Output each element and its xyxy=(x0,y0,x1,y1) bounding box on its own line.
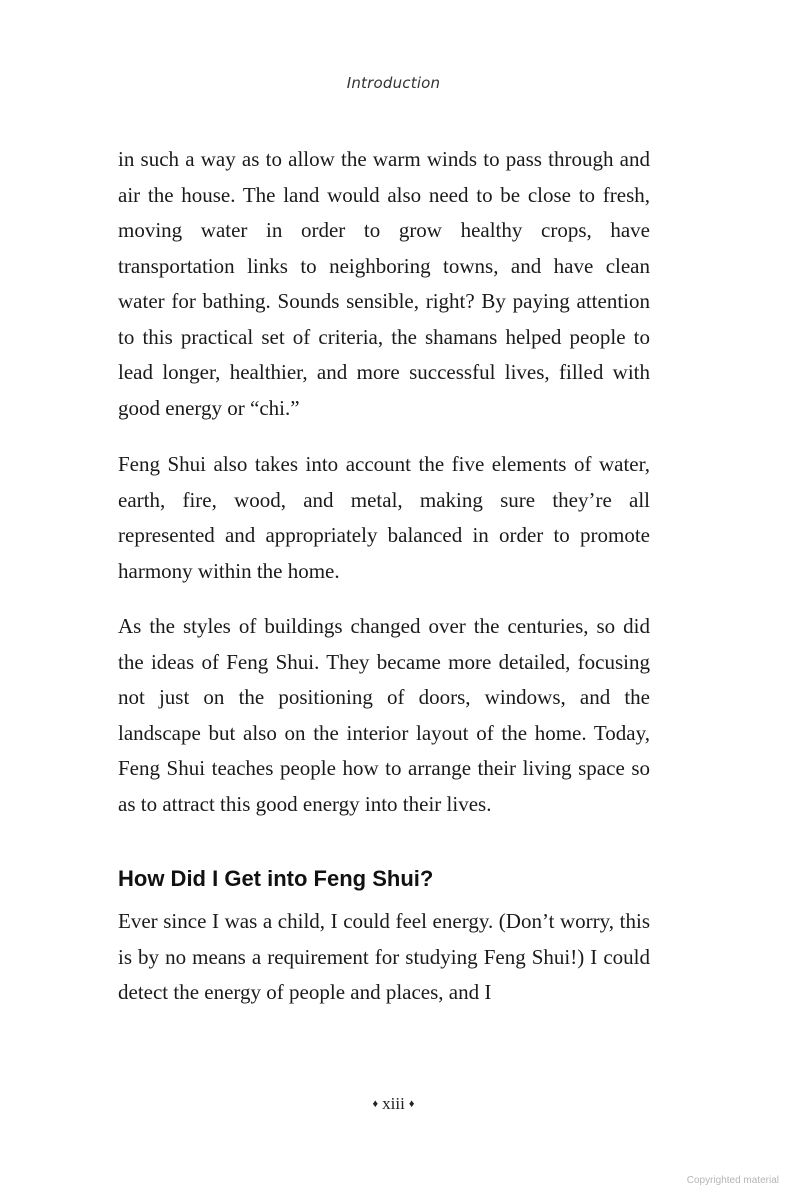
page-number: xiii xyxy=(382,1094,405,1113)
body-paragraph: Ever since I was a child, I could feel energy. (Don’t worry, this is by no means a requirement for studying Feng Shui!) I could detect the energy of people and places, and I xyxy=(118,909,650,1004)
page-number-footer xyxy=(0,1094,787,1114)
page-body xyxy=(118,142,650,1031)
section-heading: How Did I Get into Feng Shui? xyxy=(118,866,434,891)
copyright-watermark: Copyrighted material xyxy=(686,1175,779,1186)
running-header: Introduction xyxy=(346,74,441,92)
body-paragraph: Feng Shui also takes into account the five elements of water, earth, fire, wood, and metal, making sure they’re all represented and appropriately balanced in order to promote harmony within the home. xyxy=(118,452,650,583)
body-paragraph: As the styles of buildings changed over the centuries, so did the ideas of Feng Shui. They became more detailed, focusing not just on the positioning of doors, windows, and the landscape but also on the interior layout of the home. Today, Feng Shui teaches people how to arrange their living space so as to attract this good energy into their lives. xyxy=(118,614,650,816)
body-paragraph: in such a way as to allow the warm winds to pass through and air the house. The land would also need to be close to fresh, moving water in order to grow healthy crops, have transportation links to neighboring towns, and have clean water for bathing. Sounds sensible, right? By paying attention to this practical set of criteria, the shamans helped people to lead longer, healthier, and more successful lives, filled with good energy or “chi.” xyxy=(118,147,650,420)
diamond-ornament-icon: ♦ xyxy=(408,1098,415,1110)
diamond-ornament-icon: ♦ xyxy=(372,1098,379,1110)
